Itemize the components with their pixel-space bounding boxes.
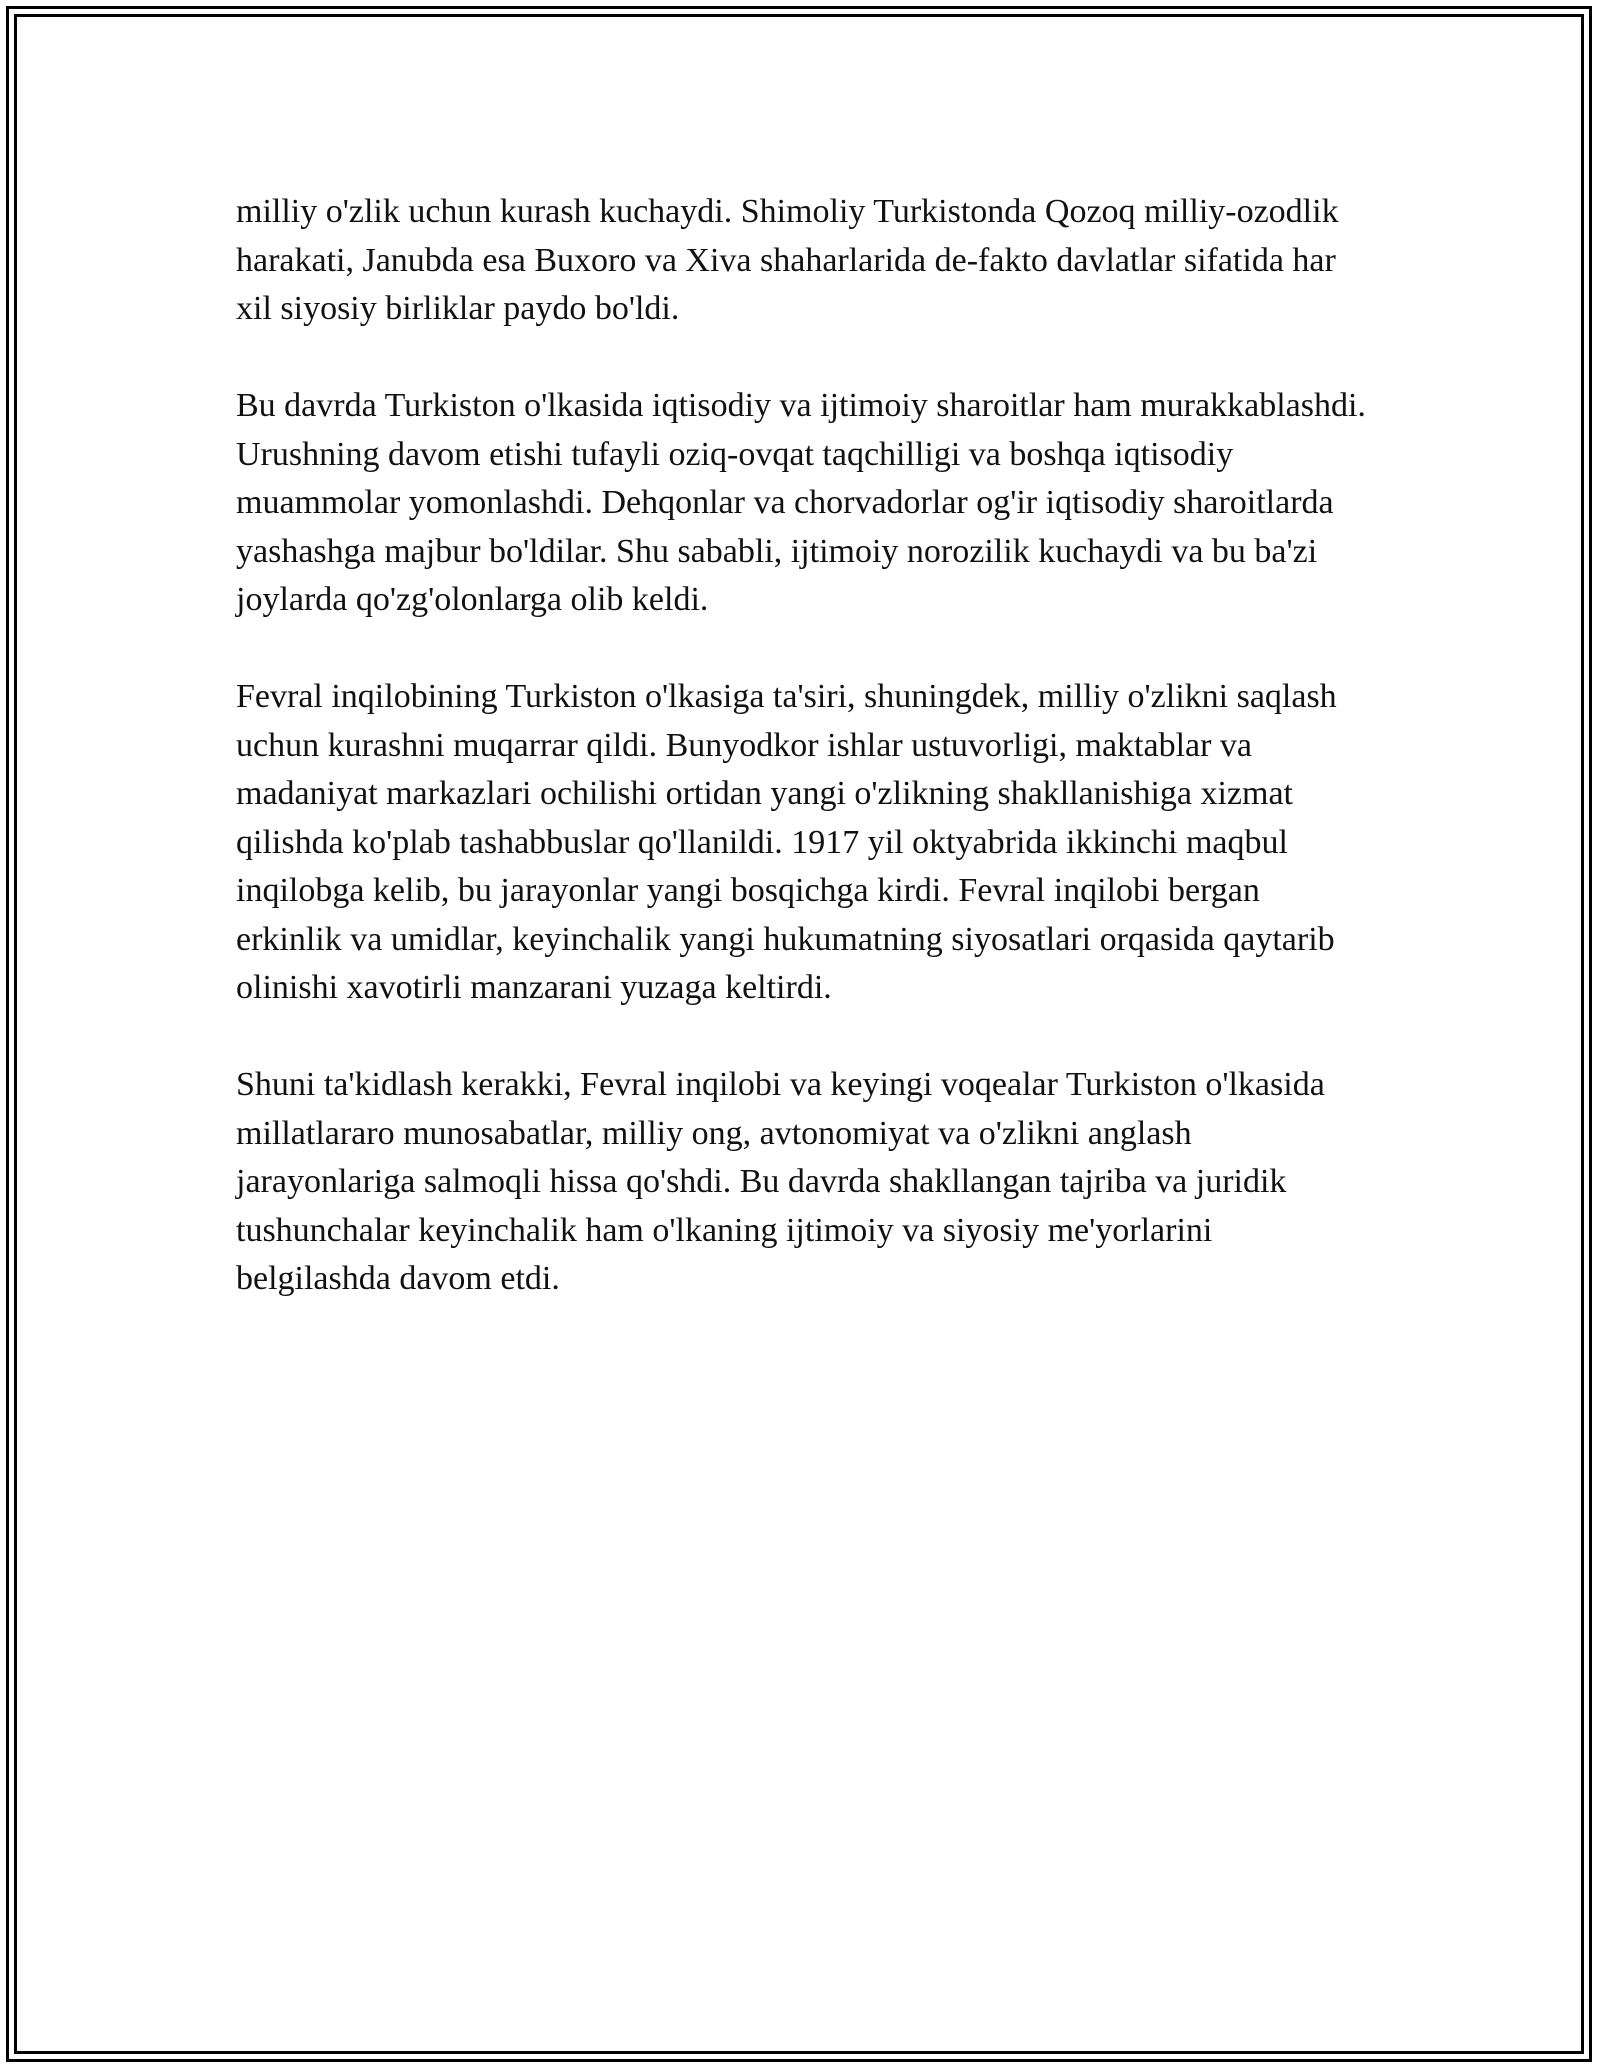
document-body <box>236 188 1366 1352</box>
paragraph-4: Shuni ta'kidlash kerakki, Fevral inqilobi va keyingi voqealar Turkiston o'lkasida millatlararo munosabatlar, milliy ong, avtonomiyat va o'zlikni anglash jarayonlariga salmoqli hissa qo'shdi. Bu davrda shakllangan tajriba va juridik tushunchalar keyinchalik ham o'lkaning ijtimoiy va siyosiy me'yorlarini belgilashda davom etdi. <box>236 1066 1325 1297</box>
paragraph-3: Fevral inqilobining Turkiston o'lkasiga ta'siri, shuningdek, milliy o'zlikni saqlash uchun kurashni muqarrar qildi. Bunyodkor ishlar ustuvorligi, maktablar va madaniyat markazlari ochilishi ortidan yangi o'zlikning shakllanishiga xizmat qilishda ko'plab tashabbuslar qo'llanildi. 1917 yil oktyabrida ikkinchi maqbul inqilobga kelib, bu jarayonlar yangi bosqichga kirdi. Fevral inqilobi bergan erkinlik va umidlar, keyinchalik yangi hukumatning siyosatlari orqasida qaytarib olinishi xavotirli manzarani yuzaga keltirdi. <box>236 678 1337 1006</box>
paragraph-1: milliy o'zlik uchun kurash kuchaydi. Shimoliy Turkistonda Qozoq milliy-ozodlik harakati, Janubda esa Buxoro va Xiva shaharlarida de-fakto davlatlar sifatida har xil siyosiy birliklar paydo bo'ldi. <box>236 193 1339 327</box>
paragraph-2: Bu davrda Turkiston o'lkasida iqtisodiy va ijtimoiy sharoitlar ham murakkablashdi. Urushning davom etishi tufayli oziq-ovqat taqchilligi va boshqa iqtisodiy muammolar yomonlashdi. Dehqonlar va chorvadorlar og'ir iqtisodiy sharoitlarda yashashga majbur bo'ldilar. Shu sababli, ijtimoiy norozilik kuchaydi va bu ba'zi joylarda qo'zg'olonlarga olib keldi. <box>236 387 1366 618</box>
